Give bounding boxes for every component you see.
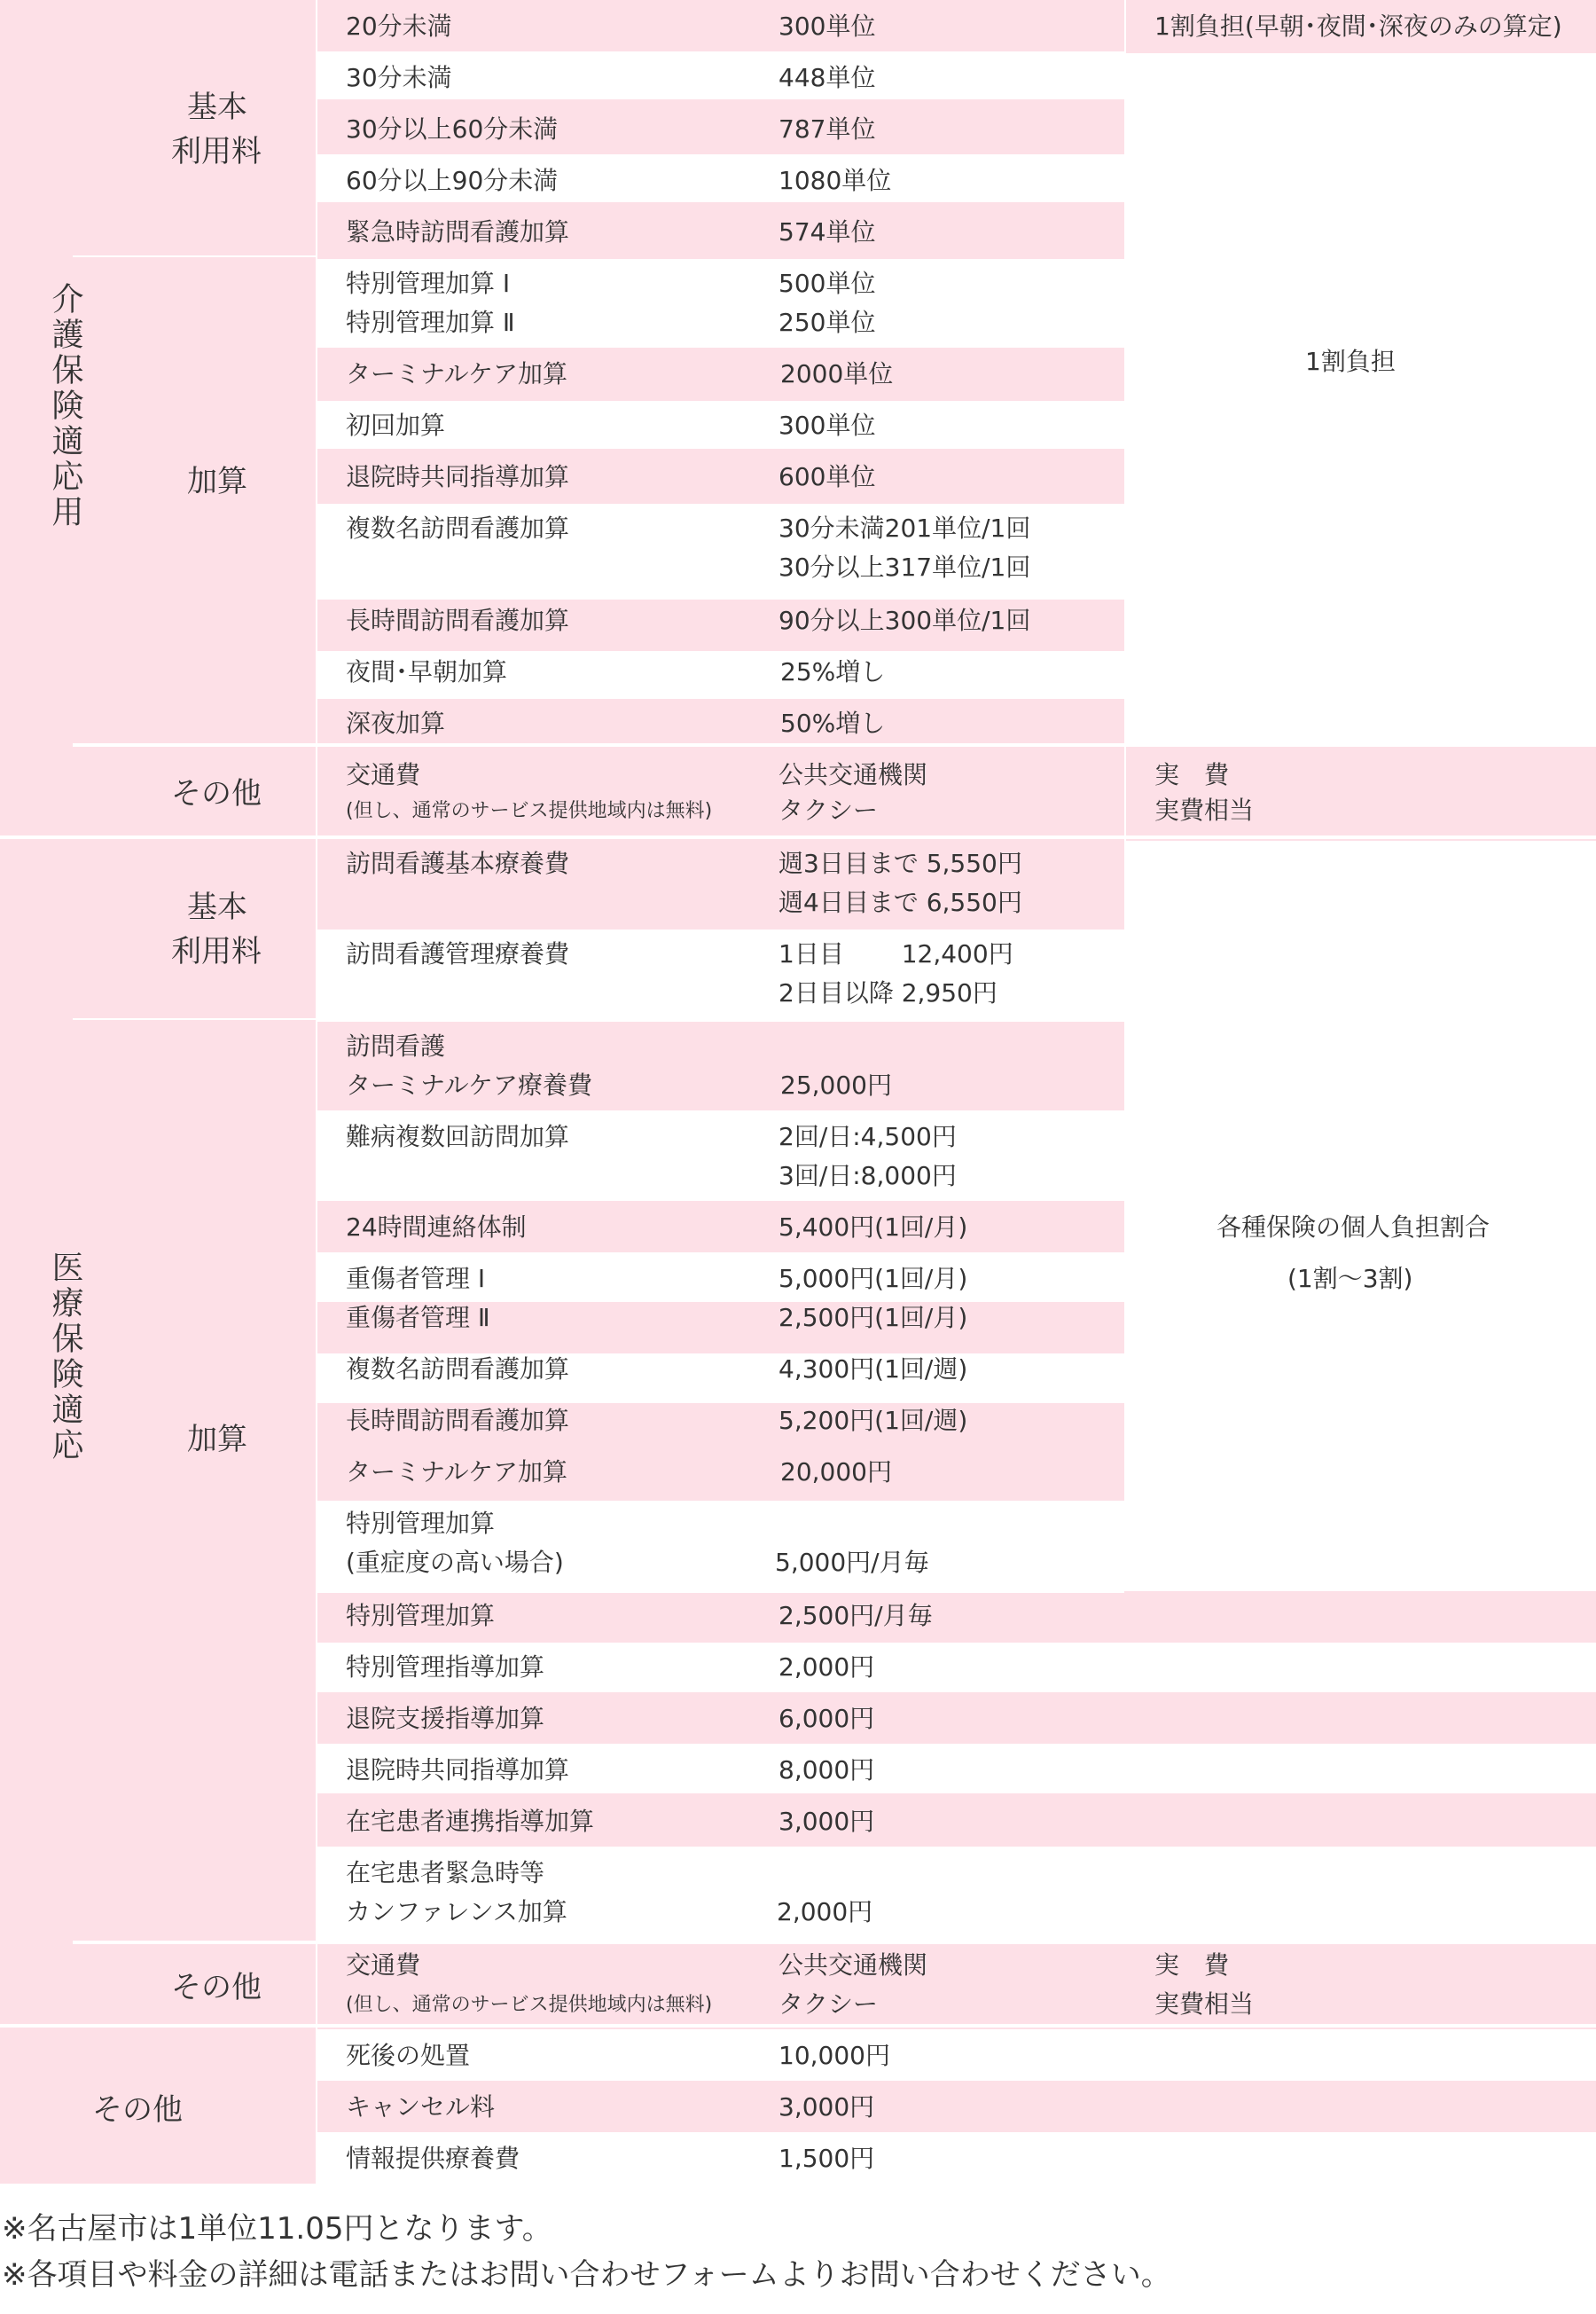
kaigo-sonota-item: 交通費 (346, 760, 421, 789)
iryo-kasan-value: 20,000円 (780, 1457, 892, 1486)
kaigo-kasan-item: 夜間･早朝加算 (346, 657, 508, 686)
kaigo-kasan-item: 特別管理加算 Ⅱ (346, 308, 515, 337)
kaigo-kasan-value: 25%増し (780, 657, 886, 686)
kaigo-kasan-value: 300単位 (778, 411, 876, 440)
iryo-kihon-label-1: 基本 (187, 890, 247, 925)
kaigo-kasan-value: 30分以上317単位/1回 (778, 553, 1031, 582)
kaigo-kasan-item: 長時間訪問看護加算 (346, 606, 570, 635)
kaigo-kasan-item: 退院時共同指導加算 (346, 462, 570, 491)
kaigo-kasan-value: 2000単位 (780, 359, 894, 388)
iryo-kasan-item: 在宅患者緊急時等 (346, 1858, 545, 1887)
iryo-kasan-value: 2,500円/月毎 (778, 1601, 933, 1630)
iryo-kasan-value: 3回/日:8,000円 (778, 1161, 957, 1190)
kaigo-kasan-item: 特別管理加算 I (346, 269, 511, 298)
kaigo-kihon-value: 1080単位 (778, 166, 892, 195)
iryo-kihon-item: 訪問看護基本療養費 (346, 849, 570, 878)
iryo-shared-note: (1割〜3割) (1287, 1264, 1413, 1293)
kaigo-sonota-value: タクシー (778, 796, 879, 825)
other-row-bg (317, 2029, 1596, 2081)
kaigo-kasan-item: ターミナルケア加算 (346, 359, 568, 388)
iryo-kasan-item: 退院支援指導加算 (346, 1704, 545, 1733)
kaigo-kihon-note: 1割負担(早朝･夜間･深夜のみの算定) (1154, 12, 1562, 41)
iryo-kasan-value: 2,000円 (778, 1652, 875, 1682)
iryo-kasan-value: 5,200円(1回/週) (778, 1406, 968, 1435)
iryo-sonota-label: その他 (171, 1970, 262, 2005)
iryo-kasan-item: 複数名訪問看護加算 (346, 1354, 570, 1384)
iryo-kasan-value: 25,000円 (780, 1071, 892, 1100)
iryo-kasan-value: 2,000円 (777, 1897, 873, 1926)
iryo-kihon-value: 週4日目まで 6,550円 (778, 888, 1022, 917)
kaigo-sonota-note: 実費相当 (1154, 796, 1255, 825)
other-item: キャンセル料 (346, 2092, 496, 2122)
kaigo-kasan-value: 90分以上300単位/1回 (778, 606, 1031, 635)
iryo-section-label: 医療保険適応 (47, 1251, 83, 1463)
other-value: 3,000円 (778, 2092, 875, 2122)
iryo-kasan-item: 重傷者管理 I (346, 1264, 486, 1293)
kaigo-kasan-item: 深夜加算 (346, 709, 446, 738)
iryo-kasan-value: 5,400円(1回/月) (778, 1212, 968, 1242)
iryo-kasan-item: 特別管理指導加算 (346, 1652, 545, 1682)
iryo-kasan-item: 長時間訪問看護加算 (346, 1406, 570, 1435)
iryo-kasan-value: 3,000円 (778, 1807, 875, 1836)
iryo-kihon-value: 2日目以降 2,950円 (778, 978, 998, 1008)
iryo-kasan-item: ターミナルケア加算 (346, 1457, 568, 1486)
iryo-kasan-item: (重症度の高い場合) (346, 1548, 564, 1577)
kaigo-kihon-item: 30分未満 (346, 63, 452, 92)
iryo-kasan-item: 特別管理加算 (346, 1509, 496, 1538)
kaigo-kasan-value: 600単位 (778, 462, 876, 491)
kaigo-kihon-item: 60分以上90分未満 (346, 166, 559, 195)
kaigo-kihon-value: 787単位 (778, 114, 876, 144)
kaigo-kasan-item: 複数名訪問看護加算 (346, 514, 570, 543)
iryo-kasan-value: 4,300円(1回/週) (778, 1354, 968, 1384)
iryo-kasan-item: 訪問看護 (346, 1031, 446, 1061)
kaigo-kasan-value: 30分未満201単位/1回 (778, 514, 1031, 543)
other-value: 10,000円 (778, 2041, 890, 2070)
footnote: ※各項目や料金の詳細は電話またはお問い合わせフォームよりお問い合わせください。 (2, 2257, 1171, 2293)
iryo-kasan-item: ターミナルケア療養費 (346, 1071, 593, 1100)
kaigo-kihon-label-2: 利用料 (171, 134, 262, 169)
other-value: 1,500円 (778, 2144, 875, 2173)
iryo-kasan-value: 2,500円(1回/月) (778, 1303, 968, 1332)
iryo-kasan-item: 退院時共同指導加算 (346, 1755, 570, 1785)
kaigo-kihon-item: 緊急時訪問看護加算 (346, 217, 570, 247)
iryo-kasan-item: カンファレンス加算 (346, 1897, 567, 1926)
iryo-kasan-value: 5,000円/月毎 (775, 1548, 929, 1577)
iryo-shared-note: 各種保険の個人負担割合 (1217, 1212, 1490, 1242)
iryo-sonota-value: 公共交通機関 (778, 1950, 928, 1980)
kaigo-kasan-value: 50%増し (780, 709, 886, 738)
iryo-kasan-item: 特別管理加算 (346, 1601, 496, 1630)
iryo-kasan-item: 在宅患者連携指導加算 (346, 1807, 595, 1836)
other-section-label: その他 (92, 2092, 183, 2128)
iryo-kasan-value: 2回/日:4,500円 (778, 1122, 957, 1151)
iryo-kihon-label-2: 利用料 (171, 934, 262, 969)
kaigo-note-column (1124, 53, 1596, 745)
iryo-kasan-item: 重傷者管理 Ⅱ (346, 1303, 490, 1332)
footnote: ※名古屋市は1単位11.05円となります。 (2, 2211, 552, 2247)
iryo-sonota-item: 交通費 (346, 1950, 421, 1980)
kaigo-kasan-value: 500単位 (778, 269, 876, 298)
iryo-kasan-item: 難病複数回訪問加算 (346, 1122, 570, 1151)
kaigo-kihon-label-1: 基本 (187, 90, 247, 125)
iryo-kasan-label: 加算 (187, 1422, 247, 1457)
other-item: 死後の処置 (346, 2041, 471, 2070)
iryo-sonota-note: 実費相当 (1154, 1989, 1255, 2019)
iryo-kihon-value: 週3日目まで 5,550円 (778, 849, 1022, 878)
kaigo-kasan-item: 初回加算 (346, 411, 446, 440)
kaigo-kihon-value: 300単位 (778, 12, 876, 41)
iryo-kasan-item: 24時間連絡体制 (346, 1212, 527, 1242)
iryo-sonota-note: 実 費 (1154, 1950, 1230, 1980)
kaigo-section-label: 介護保険適応用 (47, 282, 83, 530)
kaigo-kihon-value: 574単位 (778, 217, 876, 247)
iryo-kihon-item: 訪問看護管理療養費 (346, 939, 570, 969)
iryo-kasan-value: 6,000円 (778, 1704, 875, 1733)
kaigo-kihon-item: 20分未満 (346, 12, 452, 41)
kaigo-kihon-item: 30分以上60分未満 (346, 114, 559, 144)
kaigo-kasan-value: 250単位 (778, 308, 876, 337)
iryo-kasan-value: 5,000円(1回/月) (778, 1264, 968, 1293)
iryo-sonota-item-note: (但し、通常のサービス提供地域内は無料) (346, 1994, 713, 2016)
iryo-kihon-value: 1日目 12,400円 (778, 939, 1013, 969)
kaigo-kasan-label: 加算 (187, 464, 247, 499)
iryo-kasan-value: 8,000円 (778, 1755, 875, 1785)
kaigo-sonota-value: 公共交通機関 (778, 760, 928, 789)
kaigo-sonota-note: 実 費 (1154, 760, 1230, 789)
kaigo-sonota-label: その他 (171, 776, 262, 812)
kaigo-sonota-item-note: (但し、通常のサービス提供地域内は無料) (346, 800, 713, 822)
other-item: 情報提供療養費 (346, 2144, 520, 2173)
kaigo-kihon-value: 448単位 (778, 63, 876, 92)
kaigo-shared-note: 1割負担 (1305, 347, 1396, 376)
iryo-sonota-value: タクシー (778, 1989, 879, 2019)
